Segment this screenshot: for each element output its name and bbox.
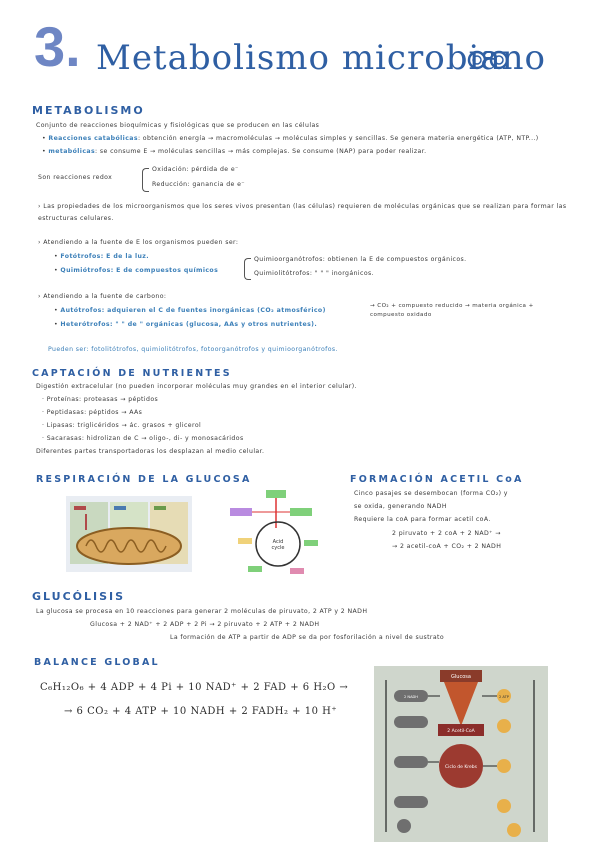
heading-captacion: CAPTACIÓN DE NUTRIENTES xyxy=(32,368,232,379)
captacion-item-2: · Peptidasas: péptidos → AAs xyxy=(42,409,143,416)
captacion-item-1: · Proteínas: proteasas → péptidos xyxy=(42,396,159,403)
binoculars-icon xyxy=(466,46,510,70)
metabolismo-intro: Conjunto de reacciones bioquímicas y fisiológicas que se producen en las células xyxy=(36,122,320,129)
acetil-line-2: se oxida, generando NADH xyxy=(354,503,447,510)
page-title: Metabolismo microbiano xyxy=(96,38,546,78)
metabolicas-text: : se consume E → moléculas sencillas → más complejas. Se consume (NAP) para poder realizar. xyxy=(95,148,427,155)
heading-metabolismo: METABOLISMO xyxy=(32,104,145,117)
title-number: 3. xyxy=(34,15,81,78)
autotrofo-note: → CO₂ + compuesto reducido → materia orgánica + compuesto oxidado xyxy=(370,303,534,318)
captacion-item-3: · Lipasas: triglicéridos → ác. grasos + glicerol xyxy=(42,422,202,429)
bullet-metabolicas: • metabólicas: se consume E → moléculas sencillas → más complejas. Se consume (NAP) para poder realizar. xyxy=(42,148,427,155)
glucolisis-eq: Glucosa + 2 NAD⁺ + 2 ADP + 2 Pi → 2 piruvato + 2 ATP + 2 NADH xyxy=(90,621,320,628)
bullet-catabolicas: • Reacciones catabólicas: obtención energía → macromoléculas → moléculas simples y sencillas. Se genera materia energética (ATP, NTP...) xyxy=(42,135,539,142)
catabolicas-label: Reacciones catabólicas xyxy=(48,135,138,142)
fuente-c-intro: › Atendiendo a la fuente de carbono: xyxy=(38,293,167,300)
heading-glucolisis: GLUCÓLISIS xyxy=(32,590,126,603)
quimio-bracket xyxy=(244,258,251,280)
svg-text:cycle: cycle xyxy=(271,545,285,551)
acetil-eq-1: 2 piruvato + 2 coA + 2 NAD⁺ → xyxy=(392,530,501,537)
quimioorganotrofo: Quimioorganótrofos: obtienen la E de compuestos orgánicos. xyxy=(254,256,467,263)
mitochondria-figure xyxy=(66,496,192,572)
glucolisis-note: La formación de ATP a partir de ADP se da por fosforilación a nivel de sustrato xyxy=(170,634,445,641)
acetil-line-3: Requiere la coA para formar acetil coA. xyxy=(354,516,491,523)
svg-text:Acid: Acid xyxy=(272,539,284,545)
captacion-item-4: · Sacarasas: hidrolizan de C → oligo-, di- y monosacáridos xyxy=(42,435,244,442)
balance-eq-1: C₆H₁₂O₆ + 4 ADP + 4 Pi + 10 NAD⁺ + 2 FAD + 6 H₂O → xyxy=(40,682,349,693)
fuente-e-intro: › Atendiendo a la fuente de E los organismos pueden ser: xyxy=(38,239,239,246)
captacion-intro: Digestión extracelular (no pueden incorporar moléculas muy grandes en el interior celular). xyxy=(36,383,357,390)
captacion-item-5: Diferentes partes transportadoras los desplazan al medio celular. xyxy=(36,448,265,455)
chart-acetil-label: 2 Acetil-CoA xyxy=(447,729,475,734)
properties-text: › Las propiedades de los microorganismos que los seres vivos presentan (las células) requieren de moléculas orgánicas que se realizan para formar las estructuras celulares. xyxy=(38,203,567,222)
catabolicas-text: : obtención energía → macromoléculas → moléculas simples y sencillas. Se genera materia energética (ATP, NTP...) xyxy=(137,135,539,142)
balance-eq-2: → 6 CO₂ + 4 ATP + 10 NADH + 2 FADH₂ + 10 H⁺ xyxy=(64,706,338,717)
quimiolitotrofo: Quimiolitótrofos: " " " inorgánicos. xyxy=(254,270,374,277)
redox-oxidacion: Oxidación: pérdida de e⁻ xyxy=(152,166,239,173)
summary-text: Pueden ser: fotolitótrofos, quimiolitótrofos, fotoorganótrofos y quimioorganótrofos. xyxy=(48,346,338,353)
chart-top-label: Glucosa xyxy=(451,674,471,680)
autotrofo-item: • Autótrofos: adquieren el C de fuentes inorgánicas (CO₂ atmosférico) xyxy=(54,307,326,314)
acetil-eq-2: → 2 acetil-coA + CO₂ + 2 NADH xyxy=(392,543,502,550)
heterotrofo-item: • Heterótrofos: " " de " orgánicas (glucosa, AAs y otros nutrientes). xyxy=(54,321,318,328)
chart-krebs-label: Ciclo de Krebs xyxy=(444,765,478,770)
redox-reduccion: Reducción: ganancia de e⁻ xyxy=(152,181,245,188)
redox-label: Son reacciones redox xyxy=(38,174,113,181)
heading-respiracion: RESPIRACIÓN DE LA GLUCOSA xyxy=(36,474,252,485)
glucolisis-line-1: La glucosa se procesa en 10 reacciones para generar 2 moléculas de piruvato, 2 ATP y 2 NADH xyxy=(36,608,368,615)
chart-atp-label: 2 ATP xyxy=(499,695,509,699)
chart-nadh-label: 2 NADH xyxy=(403,695,419,699)
heading-balance: BALANCE GLOBAL xyxy=(34,657,160,668)
quimiotrofo-item: • Quimiótrofos: E de compuestos químicos xyxy=(54,267,219,274)
acetil-line-1: Cinco pasajes se desembocan (forma CO₂) y xyxy=(354,490,508,497)
fototrofo-item: • Fotótrofos: E de la luz. xyxy=(54,253,150,260)
redox-bracket xyxy=(142,168,149,192)
heading-acetil: FORMACIÓN ACETIL CoA xyxy=(350,474,524,485)
krebs-cycle-figure xyxy=(226,488,326,580)
metabolicas-label: metabólicas xyxy=(48,148,96,155)
metabolic-pathway-figure xyxy=(374,666,548,842)
